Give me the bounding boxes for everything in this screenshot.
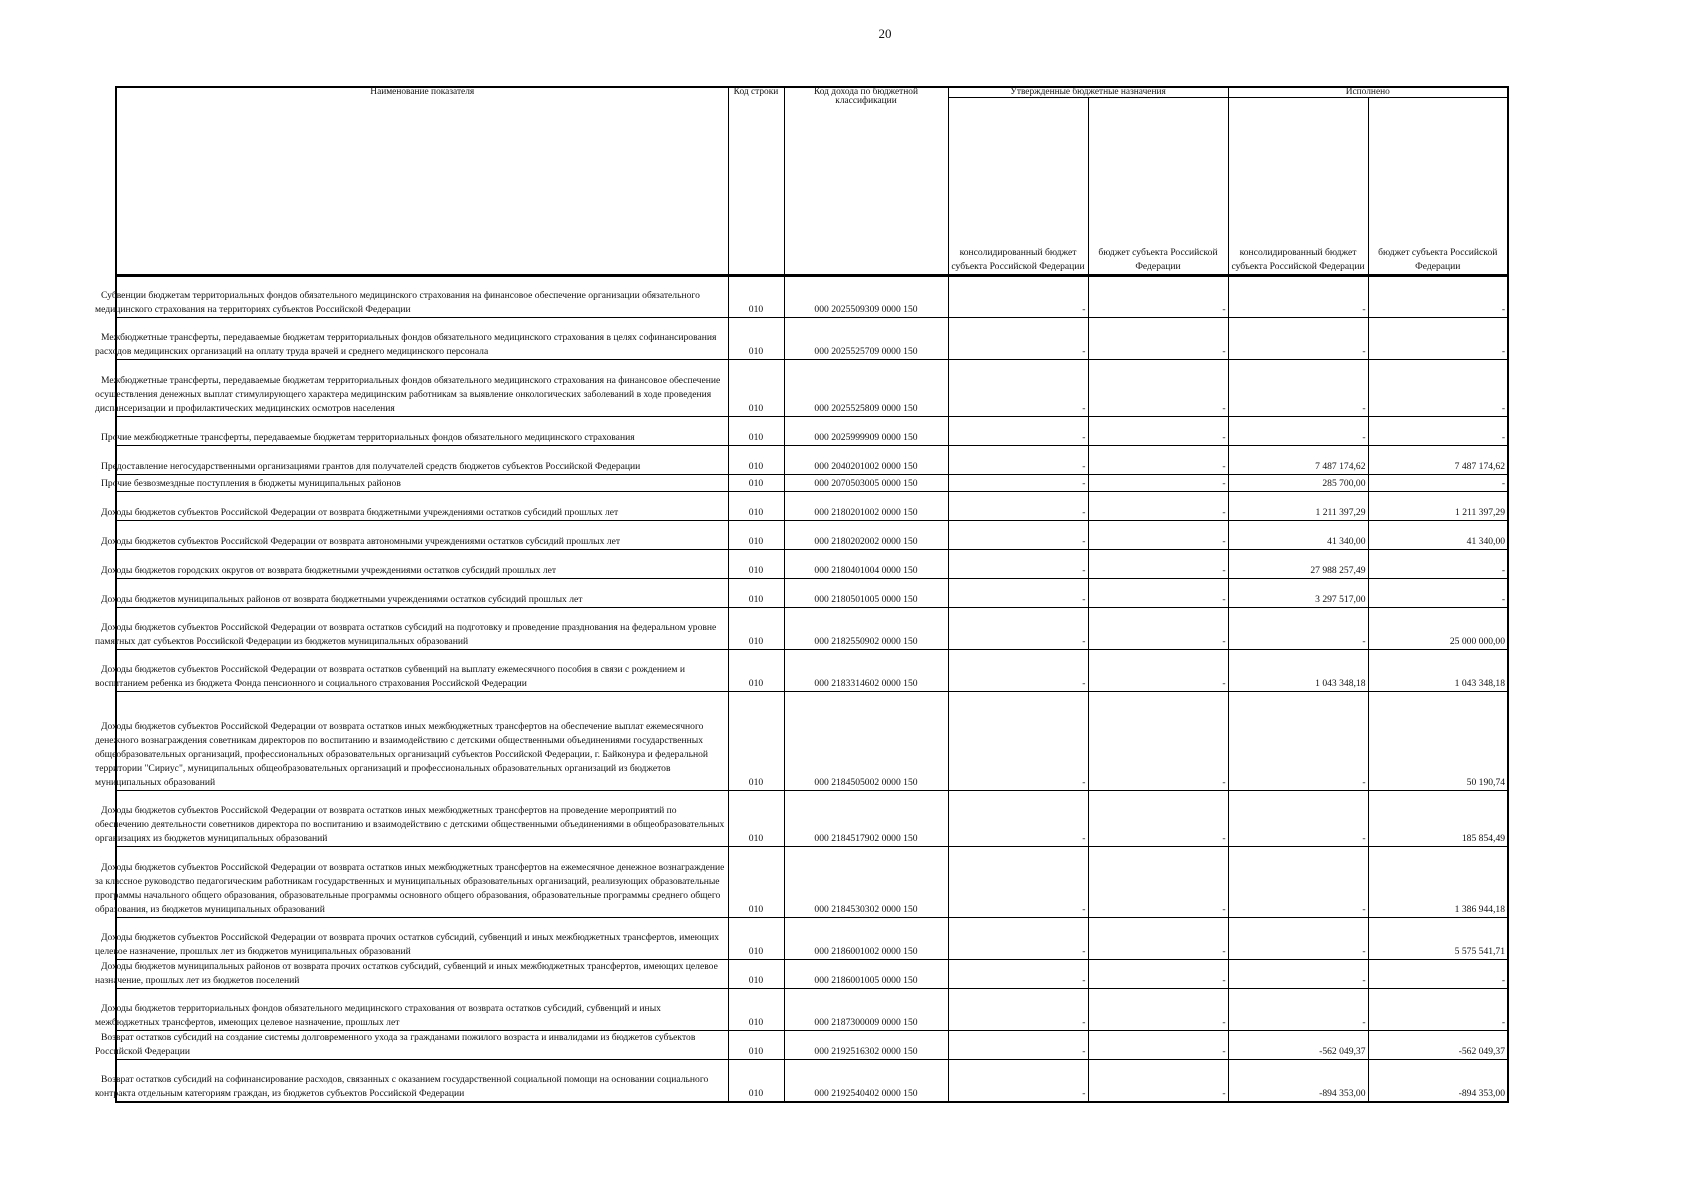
executed-consolidated-value: 7 487 174,62 bbox=[1228, 446, 1368, 475]
header-budget-code: Код дохода по бюджетной классификации bbox=[784, 87, 948, 276]
executed-consolidated-value: - bbox=[1228, 847, 1368, 918]
table-row bbox=[116, 1031, 1508, 1060]
executed-consolidated-value: 1 043 348,18 bbox=[1228, 650, 1368, 692]
table-row bbox=[116, 960, 1508, 989]
executed-subject-value: 41 340,00 bbox=[1368, 521, 1508, 550]
indicator-name: Доходы бюджетов территориальных фондов обязательного медицинского страхования от возврата остатков субсидий, субвенций и иных межбюджетных трансфертов, имеющих целевое назначение, прошлых лет bbox=[116, 989, 728, 1031]
table-row bbox=[116, 276, 1508, 318]
row-code: 010 bbox=[728, 360, 784, 417]
executed-consolidated-value: - bbox=[1228, 417, 1368, 446]
budget-code: 000 2186001002 0000 150 bbox=[784, 918, 948, 960]
approved-consolidated-value: - bbox=[948, 989, 1088, 1031]
table-body bbox=[95, 276, 1508, 1102]
budget-code: 000 2025525709 0000 150 bbox=[784, 318, 948, 360]
approved-subject-value: - bbox=[1088, 550, 1228, 579]
header-indicator-name: Наименование показателя bbox=[116, 87, 728, 276]
table-row bbox=[116, 791, 1508, 847]
row-code: 010 bbox=[728, 650, 784, 692]
executed-consolidated-value: - bbox=[1228, 960, 1368, 989]
approved-subject-value: - bbox=[1088, 446, 1228, 475]
executed-subject-value: 185 854,49 bbox=[1368, 791, 1508, 847]
approved-consolidated-value: - bbox=[948, 650, 1088, 692]
approved-consolidated-value: - bbox=[948, 521, 1088, 550]
executed-subject-value: - bbox=[1368, 276, 1508, 318]
budget-code: 000 2186001005 0000 150 bbox=[784, 960, 948, 989]
budget-code: 000 2184517902 0000 150 bbox=[784, 791, 948, 847]
approved-subject-value: - bbox=[1088, 579, 1228, 608]
row-code: 010 bbox=[728, 692, 784, 791]
row-code: 010 bbox=[728, 989, 784, 1031]
row-code: 010 bbox=[728, 318, 784, 360]
row-code: 010 bbox=[728, 446, 784, 475]
approved-consolidated-value: - bbox=[948, 446, 1088, 475]
budget-code: 000 2183314602 0000 150 bbox=[784, 650, 948, 692]
budget-code: 000 2040201002 0000 150 bbox=[784, 446, 948, 475]
budget-code: 000 2025999909 0000 150 bbox=[784, 417, 948, 446]
table-row bbox=[116, 1060, 1508, 1102]
approved-subject-value: - bbox=[1088, 960, 1228, 989]
executed-consolidated-value: 1 211 397,29 bbox=[1228, 492, 1368, 521]
row-code: 010 bbox=[728, 417, 784, 446]
approved-subject-value: - bbox=[1088, 989, 1228, 1031]
executed-subject-value: -894 353,00 bbox=[1368, 1060, 1508, 1102]
table-row bbox=[116, 918, 1508, 960]
budget-code: 000 2192540402 0000 150 bbox=[784, 1060, 948, 1102]
table-row bbox=[116, 608, 1508, 650]
executed-consolidated-value: -894 353,00 bbox=[1228, 1060, 1368, 1102]
header-executed-consolidated: консолидированный бюджет субъекта Российской Федерации bbox=[1228, 98, 1368, 276]
approved-subject-value: - bbox=[1088, 608, 1228, 650]
executed-subject-value: - bbox=[1368, 960, 1508, 989]
header-approved-consolidated: консолидированный бюджет субъекта Российской Федерации bbox=[948, 98, 1088, 276]
executed-subject-value: 7 487 174,62 bbox=[1368, 446, 1508, 475]
table-row bbox=[116, 847, 1508, 918]
row-code: 010 bbox=[728, 579, 784, 608]
table-row bbox=[116, 417, 1508, 446]
budget-code: 000 2184505002 0000 150 bbox=[784, 692, 948, 791]
header-group-approved: Утвержденные бюджетные назначения bbox=[948, 87, 1228, 98]
budget-code: 000 2180501005 0000 150 bbox=[784, 579, 948, 608]
indicator-name: Межбюджетные трансферты, передаваемые бюджетам территориальных фондов обязательного медицинского страхования на финансовое обеспечение осуществления денежных выплат стимулирующего характера медицинским работникам за выявление онкологических заболеваний в ходе проведения диспансеризации и профилактических медицинских осмотров населения bbox=[116, 360, 728, 417]
approved-consolidated-value: - bbox=[948, 417, 1088, 446]
approved-subject-value: - bbox=[1088, 1031, 1228, 1060]
executed-subject-value: - bbox=[1368, 417, 1508, 446]
approved-subject-value: - bbox=[1088, 475, 1228, 492]
indicator-name: Возврат остатков субсидий на создание системы долговременного ухода за гражданами пожилого возраста и инвалидами из бюджетов субъектов Российской Федерации bbox=[116, 1031, 728, 1060]
approved-subject-value: - bbox=[1088, 1060, 1228, 1102]
approved-consolidated-value: - bbox=[948, 276, 1088, 318]
row-code: 010 bbox=[728, 492, 784, 521]
approved-consolidated-value: - bbox=[948, 1060, 1088, 1102]
table-row bbox=[116, 989, 1508, 1031]
approved-subject-value: - bbox=[1088, 417, 1228, 446]
indicator-name: Доходы бюджетов субъектов Российской Федерации от возврата остатков иных межбюджетных трансфертов на обеспечение выплат ежемесячного денежного вознаграждения советникам директоров по воспитанию и взаимодействию с детскими общественными объединениями государственных общеобразовательных организаций, профессиональных образовательных организаций субъектов Российской Федерации, г. Байконура и федеральной территории "Сириус", муниципальных общеобразовательных организаций и профессиональных образовательных организаций из бюджетов муниципальных образований bbox=[116, 692, 728, 791]
table-row bbox=[116, 521, 1508, 550]
executed-subject-value: - bbox=[1368, 579, 1508, 608]
approved-consolidated-value: - bbox=[948, 318, 1088, 360]
approved-subject-value: - bbox=[1088, 492, 1228, 521]
approved-subject-value: - bbox=[1088, 692, 1228, 791]
approved-consolidated-value: - bbox=[948, 847, 1088, 918]
budget-code: 000 2182550902 0000 150 bbox=[784, 608, 948, 650]
approved-subject-value: - bbox=[1088, 791, 1228, 847]
executed-consolidated-value: - bbox=[1228, 276, 1368, 318]
indicator-name: Межбюджетные трансферты, передаваемые бюджетам территориальных фондов обязательного медицинского страхования в целях софинансирования расходов медицинских организаций на оплату труда врачей и среднего медицинского персонала bbox=[116, 318, 728, 360]
table-row bbox=[116, 579, 1508, 608]
budget-code: 000 2180202002 0000 150 bbox=[784, 521, 948, 550]
header-executed-subject: бюджет субъекта Российской Федерации bbox=[1368, 98, 1508, 276]
header-approved-subject: бюджет субъекта Российской Федерации bbox=[1088, 98, 1228, 276]
executed-subject-value: 5 575 541,71 bbox=[1368, 918, 1508, 960]
approved-consolidated-value: - bbox=[948, 492, 1088, 521]
table-row bbox=[116, 492, 1508, 521]
budget-code: 000 2187300009 0000 150 bbox=[784, 989, 948, 1031]
executed-subject-value: - bbox=[1368, 318, 1508, 360]
executed-consolidated-value: 27 988 257,49 bbox=[1228, 550, 1368, 579]
budget-code: 000 2192516302 0000 150 bbox=[784, 1031, 948, 1060]
indicator-name: Доходы бюджетов субъектов Российской Федерации от возврата остатков субсидий на подготовку и проведение празднования на федеральном уровне памятных дат субъектов Российской Федерации из бюджетов муниципальных образований bbox=[116, 608, 728, 650]
row-code: 010 bbox=[728, 960, 784, 989]
executed-subject-value: - bbox=[1368, 360, 1508, 417]
approved-consolidated-value: - bbox=[948, 550, 1088, 579]
row-code: 010 bbox=[728, 608, 784, 650]
row-code: 010 bbox=[728, 475, 784, 492]
row-code: 010 bbox=[728, 276, 784, 318]
indicator-name: Доходы бюджетов субъектов Российской Федерации от возврата остатков иных межбюджетных трансфертов на ежемесячное денежное вознаграждение за классное руководство педагогическим работникам государственных и муниципальных образовательных организаций, реализующих образовательные программы начального общего образования, образовательные программы основного общего образования, образовательные программы среднего общего образования, из бюджетов муниципальных образований bbox=[116, 847, 728, 918]
approved-subject-value: - bbox=[1088, 276, 1228, 318]
indicator-name: Доходы бюджетов субъектов Российской Федерации от возврата автономными учреждениями остатков субсидий прошлых лет bbox=[116, 521, 728, 550]
approved-subject-value: - bbox=[1088, 650, 1228, 692]
header-group-executed: Исполнено bbox=[1228, 87, 1508, 98]
budget-code: 000 2025525809 0000 150 bbox=[784, 360, 948, 417]
budget-code: 000 2180401004 0000 150 bbox=[784, 550, 948, 579]
executed-subject-value: - bbox=[1368, 475, 1508, 492]
budget-code: 000 2180201002 0000 150 bbox=[784, 492, 948, 521]
indicator-name: Доходы бюджетов муниципальных районов от возврата бюджетными учреждениями остатков субсидий прошлых лет bbox=[116, 579, 728, 608]
executed-consolidated-value: - bbox=[1228, 918, 1368, 960]
table-row bbox=[116, 360, 1508, 417]
executed-consolidated-value: 3 297 517,00 bbox=[1228, 579, 1368, 608]
indicator-name: Возврат остатков субсидий на софинансирование расходов, связанных с оказанием государственной социальной помощи на основании социального контракта отдельным категориям граждан, из бюджетов субъектов Российской Федерации bbox=[116, 1060, 728, 1102]
executed-consolidated-value: 41 340,00 bbox=[1228, 521, 1368, 550]
executed-consolidated-value: - bbox=[1228, 791, 1368, 847]
row-code: 010 bbox=[728, 791, 784, 847]
indicator-name: Доходы бюджетов муниципальных районов от возврата прочих остатков субсидий, субвенций и иных межбюджетных трансфертов, имеющих целевое назначение, прошлых лет из бюджетов поселений bbox=[116, 960, 728, 989]
executed-subject-value: - bbox=[1368, 550, 1508, 579]
executed-consolidated-value: - bbox=[1228, 692, 1368, 791]
indicator-name: Предоставление негосударственными организациями грантов для получателей средств бюджетов субъектов Российской Федерации bbox=[116, 446, 728, 475]
approved-consolidated-value: - bbox=[948, 918, 1088, 960]
table-row bbox=[116, 550, 1508, 579]
table-row bbox=[116, 650, 1508, 692]
table-header bbox=[116, 87, 1508, 276]
budget-code: 000 2025509309 0000 150 bbox=[784, 276, 948, 318]
indicator-name: Субвенции бюджетам территориальных фондов обязательного медицинского страхования на финансовое обеспечение организации обязательного медицинского страхования на территориях субъектов Российской Федерации bbox=[116, 276, 728, 318]
approved-subject-value: - bbox=[1088, 360, 1228, 417]
header-row-code: Код строки bbox=[728, 87, 784, 276]
indicator-name: Прочие межбюджетные трансферты, передаваемые бюджетам территориальных фондов обязательного медицинского страхования bbox=[116, 417, 728, 446]
budget-code: 000 2070503005 0000 150 bbox=[784, 475, 948, 492]
approved-consolidated-value: - bbox=[948, 960, 1088, 989]
table-row bbox=[116, 318, 1508, 360]
row-code: 010 bbox=[728, 1031, 784, 1060]
approved-consolidated-value: - bbox=[948, 360, 1088, 417]
executed-subject-value: 1 386 944,18 bbox=[1368, 847, 1508, 918]
executed-consolidated-value: - bbox=[1228, 989, 1368, 1031]
indicator-name: Доходы бюджетов городских округов от возврата бюджетными учреждениями остатков субсидий прошлых лет bbox=[116, 550, 728, 579]
approved-subject-value: - bbox=[1088, 847, 1228, 918]
executed-subject-value: -562 049,37 bbox=[1368, 1031, 1508, 1060]
table-row bbox=[116, 446, 1508, 475]
indicator-name: Доходы бюджетов субъектов Российской Федерации от возврата прочих остатков субсидий, субвенций и иных межбюджетных трансфертов, имеющих целевое назначение, прошлых лет из бюджетов муниципальных образований bbox=[116, 918, 728, 960]
executed-consolidated-value: 285 700,00 bbox=[1228, 475, 1368, 492]
executed-consolidated-value: -562 049,37 bbox=[1228, 1031, 1368, 1060]
indicator-name: Прочие безвозмездные поступления в бюджеты муниципальных районов bbox=[116, 475, 728, 492]
row-code: 010 bbox=[728, 1060, 784, 1102]
approved-consolidated-value: - bbox=[948, 791, 1088, 847]
approved-consolidated-value: - bbox=[948, 475, 1088, 492]
indicator-name: Доходы бюджетов субъектов Российской Федерации от возврата остатков субвенций на выплату ежемесячного пособия в связи с рождением и воспитанием ребенка из бюджета Фонда пенсионного и социального страхования Российской Федерации bbox=[116, 650, 728, 692]
row-code: 010 bbox=[728, 847, 784, 918]
executed-consolidated-value: - bbox=[1228, 608, 1368, 650]
page-number: 20 bbox=[878, 26, 892, 41]
approved-subject-value: - bbox=[1088, 521, 1228, 550]
budget-code: 000 2184530302 0000 150 bbox=[784, 847, 948, 918]
approved-consolidated-value: - bbox=[948, 692, 1088, 791]
executed-subject-value: 1 211 397,29 bbox=[1368, 492, 1508, 521]
executed-subject-value: - bbox=[1368, 989, 1508, 1031]
executed-consolidated-value: - bbox=[1228, 318, 1368, 360]
approved-consolidated-value: - bbox=[948, 608, 1088, 650]
row-code: 010 bbox=[728, 521, 784, 550]
executed-subject-value: 1 043 348,18 bbox=[1368, 650, 1508, 692]
approved-subject-value: - bbox=[1088, 318, 1228, 360]
approved-consolidated-value: - bbox=[948, 1031, 1088, 1060]
executed-consolidated-value: - bbox=[1228, 360, 1368, 417]
indicator-name: Доходы бюджетов субъектов Российской Федерации от возврата бюджетными учреждениями остатков субсидий прошлых лет bbox=[116, 492, 728, 521]
indicator-name: Доходы бюджетов субъектов Российской Федерации от возврата остатков иных межбюджетных трансфертов на проведение мероприятий по обеспечению деятельности советников директора по воспитанию и взаимодействию с детскими общественными объединениями в общеобразовательных организациях из бюджетов муниципальных образований bbox=[116, 791, 728, 847]
approved-consolidated-value: - bbox=[948, 579, 1088, 608]
approved-subject-value: - bbox=[1088, 918, 1228, 960]
income-report-table bbox=[95, 86, 1509, 1103]
executed-subject-value: 50 190,74 bbox=[1368, 692, 1508, 791]
table-row bbox=[116, 475, 1508, 492]
executed-subject-value: 25 000 000,00 bbox=[1368, 608, 1508, 650]
table-row bbox=[116, 692, 1508, 791]
row-code: 010 bbox=[728, 918, 784, 960]
row-code: 010 bbox=[728, 550, 784, 579]
